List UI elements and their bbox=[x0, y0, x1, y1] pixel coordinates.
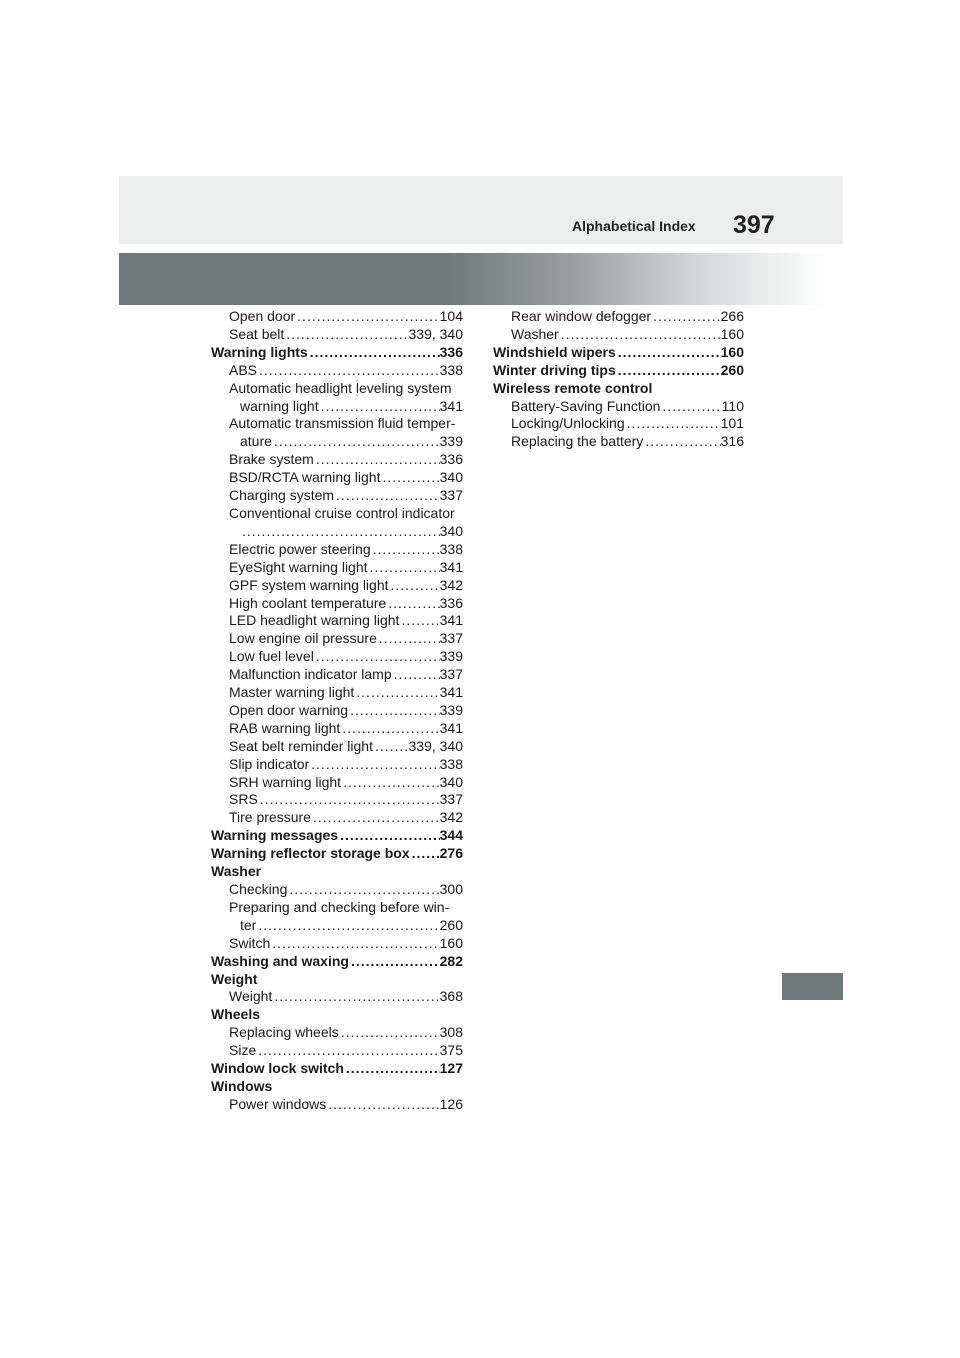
index-entry: Malfunction indicator lamp ..... 337 bbox=[211, 666, 463, 684]
section-title: Alphabetical Index bbox=[572, 218, 696, 234]
index-heading: Weight bbox=[211, 970, 258, 987]
index-entry-main: Warning reflector storage box ..... 276 bbox=[211, 845, 463, 863]
index-entry: Battery-Saving Function ..... 110 bbox=[493, 398, 744, 416]
index-entry: GPF system warning light ..... 342 bbox=[211, 577, 463, 595]
index-entry: Washer ..... 160 bbox=[493, 326, 744, 344]
index-column-right bbox=[493, 308, 744, 451]
index-entry: Low engine oil pressure ..... 337 bbox=[211, 630, 463, 648]
index-entry: Charging system ..... 337 bbox=[211, 487, 463, 505]
index-entry: Switch ..... 160 bbox=[211, 935, 463, 953]
index-entry: Open door ..... 104 bbox=[211, 308, 463, 326]
index-heading: Washer bbox=[211, 863, 262, 880]
index-entry: BSD/RCTA warning light ..... 340 bbox=[211, 469, 463, 487]
index-entry: Rear window defogger ..... 266 bbox=[493, 308, 744, 326]
index-entry: Seat belt reminder light ..... 339, 340 bbox=[211, 738, 463, 756]
index-entry: Locking/Unlocking ..... 101 bbox=[493, 415, 744, 433]
gradient-bar bbox=[119, 253, 843, 305]
index-entry: Brake system ..... 336 bbox=[211, 451, 463, 469]
index-entry-main: Warning messages ..... 344 bbox=[211, 827, 463, 845]
page-number: 397 bbox=[733, 211, 775, 239]
index-entry: Checking ..... 300 bbox=[211, 881, 463, 899]
index-entry-wrap-line: Conventional cruise control indicator bbox=[229, 504, 455, 521]
index-entry-wrap-line: Automatic headlight leveling system bbox=[229, 379, 452, 396]
index-entry: Replacing wheels ..... 308 bbox=[211, 1024, 463, 1042]
index-entry: Tire pressure ..... 342 bbox=[211, 809, 463, 827]
index-entry: ter ..... 260 bbox=[211, 917, 463, 935]
index-heading: Wheels bbox=[211, 1006, 261, 1023]
index-entry-main: Window lock switch ..... 127 bbox=[211, 1060, 463, 1078]
index-entry: LED headlight warning light ..... 341 bbox=[211, 612, 463, 630]
index-entry: Size ..... 375 bbox=[211, 1042, 463, 1060]
index-entry: RAB warning light ..... 341 bbox=[211, 720, 463, 738]
index-entry: Weight ..... 368 bbox=[211, 988, 463, 1006]
index-entry: SRH warning light ..... 340 bbox=[211, 774, 463, 792]
index-entry: ABS ..... 338 bbox=[211, 362, 463, 380]
index-entry-wrap-line: Preparing and checking before win- bbox=[229, 898, 450, 915]
index-entry: Seat belt ..... 339, 340 bbox=[211, 326, 463, 344]
index-column-left bbox=[211, 308, 463, 1114]
index-entry-main: Warning lights ..... 336 bbox=[211, 344, 463, 362]
index-heading: Wireless remote control bbox=[493, 379, 653, 396]
index-entry-wrap-line: Automatic transmission fluid temper- bbox=[229, 415, 456, 432]
index-entry: Power windows ..... 126 bbox=[211, 1096, 463, 1114]
index-entry: Replacing the battery ..... 316 bbox=[493, 433, 744, 451]
index-entry: Slip indicator ..... 338 bbox=[211, 756, 463, 774]
index-entry: ..... 340 bbox=[211, 523, 463, 541]
index-entry: warning light ..... 341 bbox=[211, 398, 463, 416]
index-entry: Open door warning ..... 339 bbox=[211, 702, 463, 720]
index-heading: Windows bbox=[211, 1077, 273, 1094]
index-entry: ature ..... 339 bbox=[211, 433, 463, 451]
index-entry-main: Washing and waxing ..... 282 bbox=[211, 953, 463, 971]
index-side-tab bbox=[782, 973, 843, 1000]
index-entry-main: Winter driving tips ..... 260 bbox=[493, 362, 744, 380]
index-entry-main: Windshield wipers ..... 160 bbox=[493, 344, 744, 362]
index-entry: EyeSight warning light ..... 341 bbox=[211, 559, 463, 577]
index-entry: SRS ..... 337 bbox=[211, 791, 463, 809]
index-entry: Low fuel level ..... 339 bbox=[211, 648, 463, 666]
index-entry: High coolant temperature ..... 336 bbox=[211, 595, 463, 613]
index-entry: Electric power steering ..... 338 bbox=[211, 541, 463, 559]
index-entry: Master warning light ..... 341 bbox=[211, 684, 463, 702]
